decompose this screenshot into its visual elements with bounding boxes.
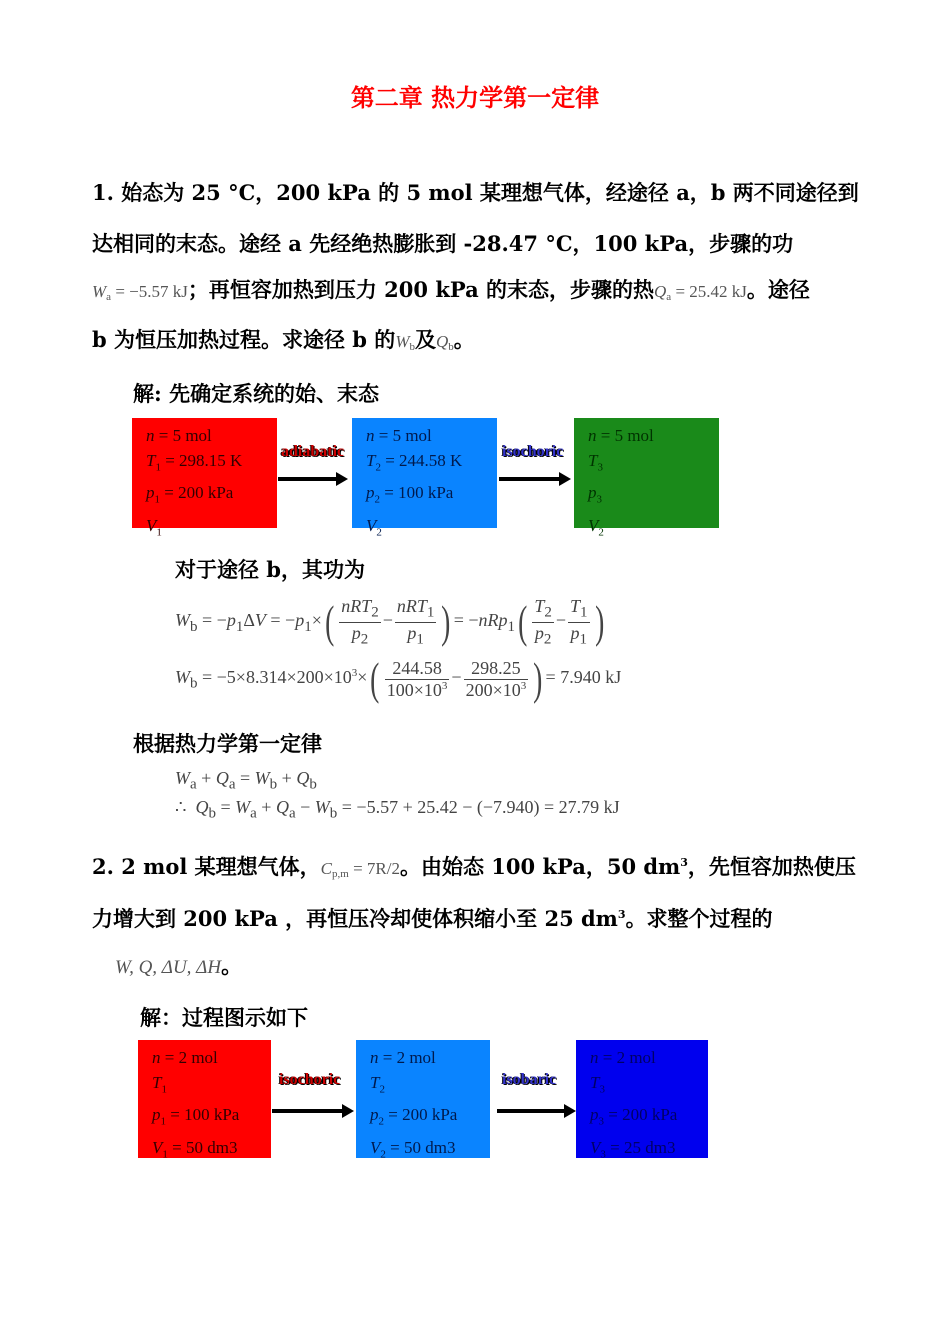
work-equation-1: $W_b = -p_1\Delta V = -p_1\times$( $\frac{nRT_2}{p_2}$ − $\frac{nRT_1}{p_1}$ ) = −nRp$_1$( $\frac{T_2}{p_2}$ − $\frac{T_1}{p_1}$ ) (175, 596, 604, 648)
arrow-1 (278, 477, 338, 481)
arrow-label-isochoric-2: isochoric (279, 1071, 341, 1088)
state2-box: n = 5 mol $T_2 = 244.58$ K $p_2 = 100$ kPa $V_2$ (352, 418, 497, 528)
solution2-heading: 解：过程图示如下 (140, 1005, 308, 1030)
arrow-2 (499, 477, 561, 481)
arrow-4 (497, 1109, 566, 1113)
q2-line3: W, Q, ΔU, ΔH。 (115, 953, 243, 978)
state3-box: n = 5 mol $T_3$ $p_3$ $V_2$ (574, 418, 719, 528)
arrow-label-isobaric: isobaric (502, 1071, 557, 1088)
q2-line1: 2. 2 mol 某理想气体，$C_{p,m} = 7R/2$。由始态 100 kPa，50 $dm^3$，先恒容加热使压 (92, 854, 856, 880)
first-law-label: 根据热力学第一定律 (133, 731, 322, 756)
arrow-label-adiabatic: adiabatic (281, 443, 345, 460)
solution1-heading: 解: 先确定系统的始、末态 (133, 381, 380, 406)
qb-equation: ∴ $Q_b = W_a + Q_a - W_b = -5.57 + 25.42 - (-7.940) = 27.79$ kJ (175, 797, 620, 822)
work-equation-2: $W_b = -5\times 8.314\times 200\times 10^3\times$( $\frac{244.58}{100\times 10^3}$ − $\frac{298.25}{200\times 10^3}$ ) = 7.940 kJ (175, 653, 622, 704)
q1-line3: $W_a = -5.57$ kJ；再恒容加热到压力 200 kPa 的末态，步骤的热$Q_a = 25.42$ kJ。途径 (92, 277, 810, 303)
q1-line1: 1. 始态为 25 °C，200 kPa 的 5 mol 某理想气体，经途径 a，b 两不同途径到 (92, 180, 859, 205)
arrow-label-isochoric: isochoric (502, 443, 564, 460)
page-title: 第二章 热力学第一定律 (350, 83, 600, 112)
first-law-equation: $W_a + Q_a = W_b + Q_b$ (175, 768, 317, 793)
work-label: 对于途径 b，其功为 (175, 557, 365, 582)
state3-box-2: n = 2 mol $T_3$ $p_3 = 200$ kPa $V_3 = 25$ dm3 (576, 1040, 708, 1158)
wa-formula: $W_a = -5.57$ kJ (92, 282, 188, 303)
q1-line2: 达相同的末态。途经 a 先经绝热膨胀到 -28.47 °C，100 kPa，步骤的功 (92, 231, 794, 256)
q1-line4: b 为恒压加热过程。求途径 b 的$W_b$及$Q_b$。 (92, 327, 475, 353)
cpm-formula: $C_{p,m} = 7R/2$ (320, 859, 400, 880)
q2-line2: 力增大到 200 kPa ，再恒压冷却使体积缩小至 25 $dm^3$。求整个过程的 (92, 906, 773, 931)
arrow-3 (272, 1109, 344, 1113)
state2-box-2: n = 2 mol $T_2$ $p_2 = 200$ kPa $V_2 = 50$ dm3 (356, 1040, 490, 1158)
qa-formula: $Q_a = 25.42$ kJ (654, 282, 747, 303)
state1-box: n = 5 mol $T_1 = 298.15$ K $p_1 = 200$ kPa $V_1$ (132, 418, 277, 528)
state1-box-2: n = 2 mol $T_1$ $p_1 = 100$ kPa $V_1 = 50$ dm3 (138, 1040, 271, 1158)
